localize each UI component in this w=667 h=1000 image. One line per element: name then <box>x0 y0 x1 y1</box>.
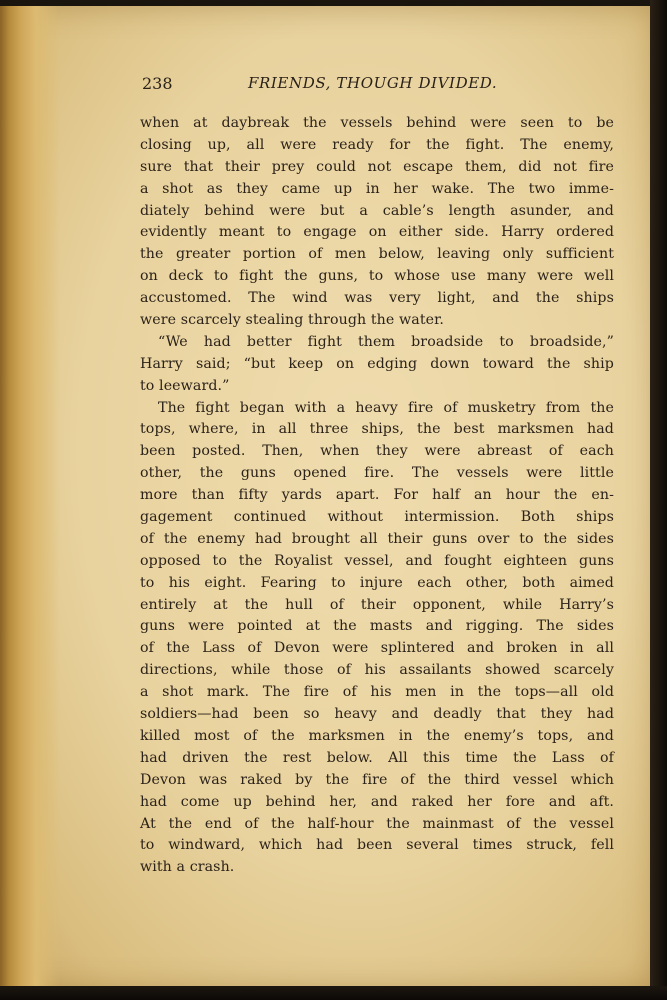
text-line: to leeward.” <box>140 377 230 394</box>
text-line: more than fifty yards apart. For half an hour the en- <box>140 487 614 504</box>
text-line: killed most of the marksmen in the enemy’s tops, and <box>140 727 614 744</box>
text-line: been posted. Then, when they were abreast of each <box>140 443 614 460</box>
text-line: entirely at the hull of their opponent, while Harry’s <box>140 596 614 613</box>
book-spine-shadow <box>0 6 60 990</box>
text-line: had driven the rest below. All this time the Lass of <box>140 749 614 766</box>
text-line: the greater portion of men below, leaving only sufficient <box>140 246 614 263</box>
page-right-edge <box>650 0 667 1000</box>
text-line: Harry said; “but keep on edging down toward the ship <box>140 355 614 372</box>
text-line: of the enemy had brought all their guns over to the sides <box>140 530 614 547</box>
text-line: Devon was raked by the fire of the third vessel which <box>140 771 614 788</box>
text-line: sure that their prey could not escape them, did not fire <box>140 158 614 175</box>
text-line: other, the guns opened fire. The vessels were little <box>140 465 614 482</box>
text-line: tops, where, in all three ships, the best marksmen had <box>140 421 614 438</box>
text-line: evidently meant to engage on either side. Harry ordered <box>140 224 614 241</box>
text-line: to his eight. Fearing to injure each other, both aimed <box>140 574 614 591</box>
text-line: At the end of the half-hour the mainmast of the vessel <box>140 815 614 832</box>
text-line: accustomed. The wind was very light, and the ships <box>140 290 614 307</box>
text-line: a shot as they came up in her wake. The two imme- <box>140 180 614 197</box>
running-title: FRIENDS, THOUGH DIVIDED. <box>248 74 498 92</box>
text-line: had come up behind her, and raked her fore and aft. <box>140 793 614 810</box>
text-line: guns were pointed at the masts and rigging. The sides <box>140 618 614 635</box>
page-header <box>142 74 612 98</box>
text-line: on deck to fight the guns, to whose use many were well <box>140 268 614 285</box>
text-line: closing up, all were ready for the fight. The enemy, <box>140 136 614 153</box>
text-line: diately behind were but a cable’s length asunder, and <box>140 202 614 219</box>
text-line: “We had better fight them broadside to broadside,” <box>158 333 614 350</box>
text-line: soldiers—had been so heavy and deadly that they had <box>140 706 614 723</box>
text-line: to windward, which had been several times struck, fell <box>140 837 614 854</box>
text-line: of the Lass of Devon were splintered and broken in all <box>140 640 614 657</box>
text-line: gagement continued without intermission. Both ships <box>140 509 614 526</box>
text-line: opposed to the Royalist vessel, and fought eighteen guns <box>140 552 614 569</box>
page-number: 238 <box>142 74 173 93</box>
text-line: when at daybreak the vessels behind were seen to be <box>140 115 614 131</box>
text-line: with a crash. <box>140 859 235 876</box>
text-line: a shot mark. The fire of his men in the tops—all old <box>140 684 614 701</box>
page-bottom-edge <box>0 986 667 1000</box>
text-line: The fight began with a heavy fire of musketry from the <box>158 399 614 416</box>
body-text <box>140 113 614 879</box>
text-line: were scarcely stealing through the water. <box>140 312 445 329</box>
text-line: directions, while those of his assailants showed scarcely <box>140 662 614 679</box>
